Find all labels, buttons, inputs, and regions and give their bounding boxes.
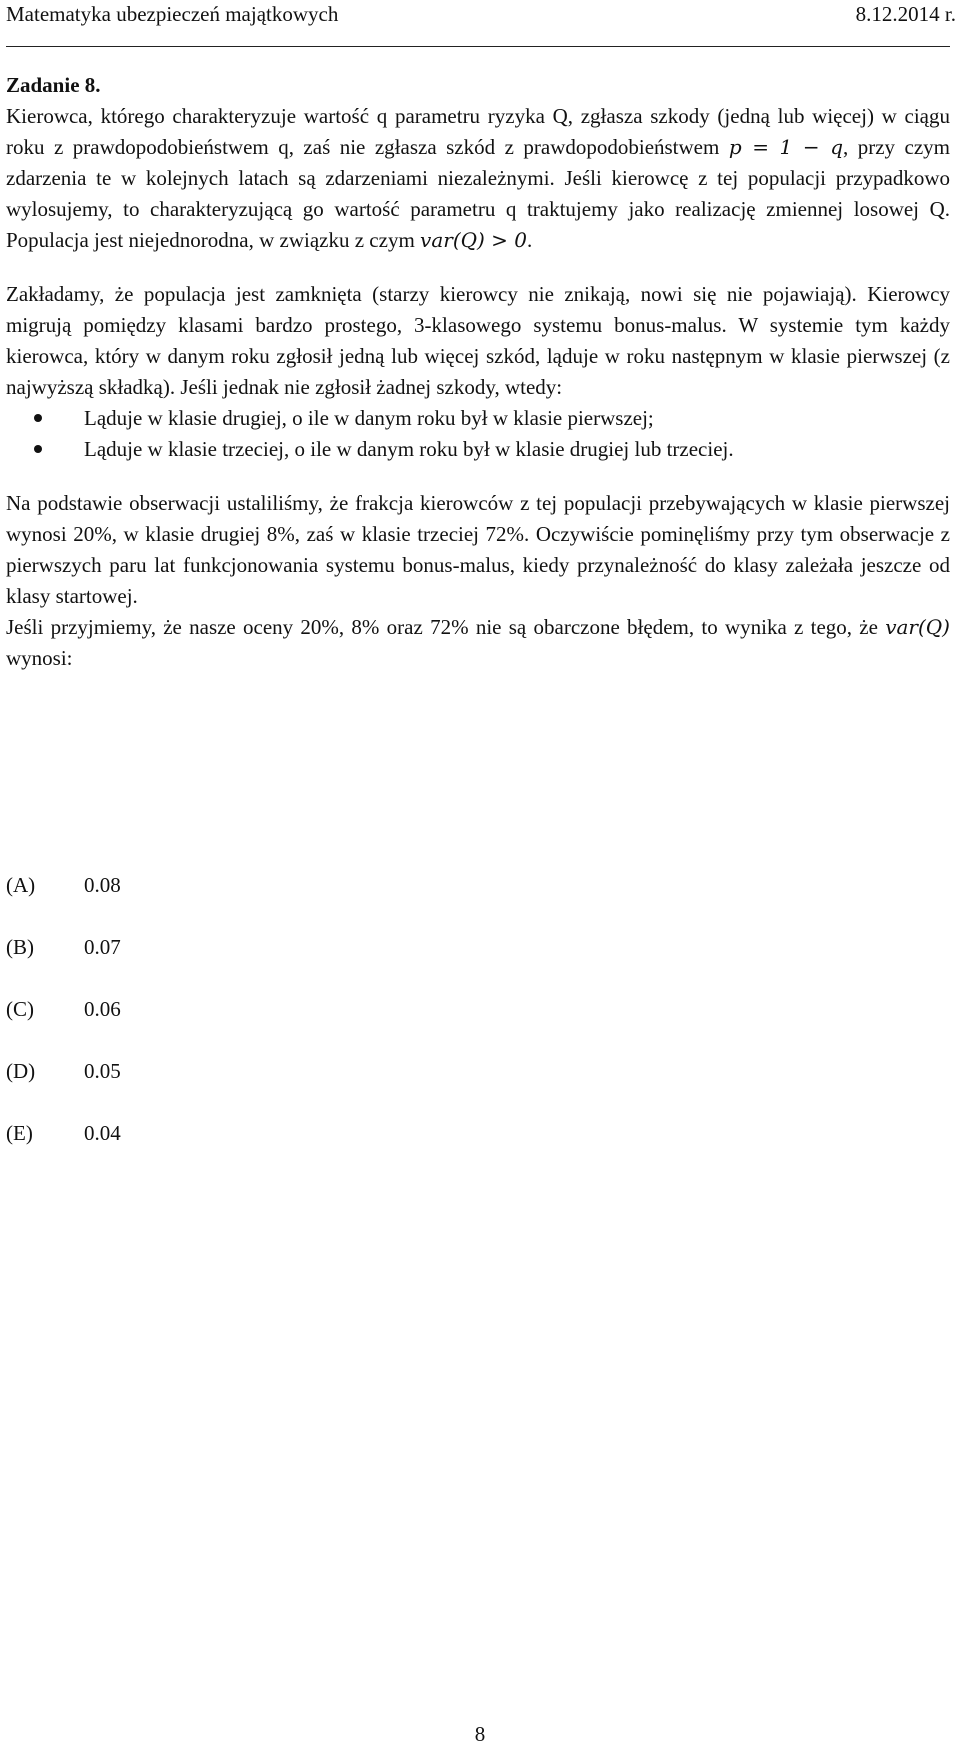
formula-var-q: var(Q) [885, 615, 950, 639]
task-paragraph-4 [6, 612, 950, 674]
answer-letter: (E) [6, 1121, 33, 1145]
task-paragraph-3: Na podstawie obserwacji ustaliliśmy, że frakcja kierowców z tej populacji przebywających w klasie pierwszej wynosi 20%, w klasie drugiej 8%, zaś w klasie trzeciej 72%. Oczywiście pominęliśmy przy tym obserwacje z pierwszych paru lat funkcjonowania systemu bonus-malus, kiedy przynależność do klasy zależała jeszcze od klasy startowej. [6, 491, 950, 608]
header-date: 8.12.2014 r. [855, 2, 956, 26]
task-paragraph-1 [6, 101, 950, 256]
list-item [6, 403, 950, 434]
header-divider [6, 46, 950, 47]
answer-value: 0.06 [84, 997, 121, 1021]
answer-letter: (A) [6, 873, 36, 897]
transition-rules-list [6, 403, 950, 465]
answer-letter: (B) [6, 935, 34, 959]
task-p4-text-1: Jeśli przyjmiemy, że nasze oceny 20%, 8% oraz 72% nie są obarczone błędem, to wynika z tego, że [6, 615, 886, 639]
answer-value: 0.04 [84, 1121, 121, 1145]
answer-letter: (C) [6, 997, 34, 1021]
list-item-text: Ląduje w klasie drugiej, o ile w danym roku był w klasie pierwszej; [84, 406, 654, 430]
header-course-title: Matematyka ubezpieczeń majątkowych [6, 2, 339, 26]
list-item [6, 434, 950, 465]
formula-p-equals-one-minus-q: p = 1 − q [728, 135, 844, 159]
answer-value: 0.07 [84, 935, 121, 959]
task-title: Zadanie 8. [6, 73, 101, 97]
task-p1-text-3: . [527, 228, 533, 252]
list-item-text: Ląduje w klasie trzeciej, o ile w danym roku był w klasie drugiej lub trzeciej. [84, 437, 734, 461]
answer-letter: (D) [6, 1059, 36, 1083]
page-number: 8 [474, 1722, 486, 1746]
task-paragraph-2: Zakładamy, że populacja jest zamknięta (starzy kierowcy nie znikają, nowi się nie pojawiają). Kierowcy migrują pomiędzy klasami bardzo prostego, 3-klasowego systemu bonus-malus. W systemie tym każdy kierowca, który w danym roku zgłosił jedną lub więcej szkód, ląduje w roku następnym w klasie pierwszej (z najwyższą składką). Jeśli jednak nie zgłosił żadnej szkody, wtedy: [6, 282, 950, 399]
task-p4-text-2: wynosi: [6, 646, 73, 670]
paragraph-gap [6, 465, 950, 488]
task-p1-text-2: , przy czym zdarzenia te w kolejnych latach są zdarzeniami niezależnymi. Jeśli kierowcę z tej populacji przypadkowo wylosujemy, to charakteryzującą go wartość parametru q traktujemy jako realizację zmiennej losowej Q. Populacja jest niejednorodna, w związku z czym [6, 135, 951, 252]
answer-value: 0.05 [84, 1059, 121, 1083]
formula-var-q-positive: var(Q) > 0 [420, 228, 528, 252]
page-header [6, 2, 956, 48]
task-p1-text-1: Kierowca, którego charakteryzuje wartość q parametru ryzyka Q, zgłasza szkody (jedną lub więcej) w ciągu roku z prawdopodobieństwem q, zaś nie zgłasza szkód z prawdopodobieństwem [6, 104, 950, 159]
bullet-icon [34, 445, 42, 453]
bullet-icon [34, 414, 42, 422]
answer-value: 0.08 [84, 873, 121, 897]
task-content [6, 70, 950, 674]
paragraph-gap [6, 256, 950, 279]
